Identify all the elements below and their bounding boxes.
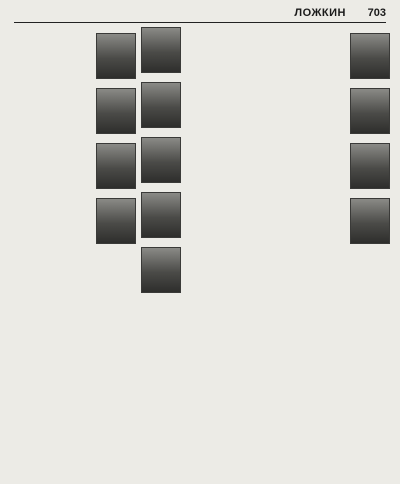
biography-entry — [141, 26, 263, 75]
portrait-photo — [141, 27, 181, 73]
biography-entry — [141, 246, 263, 295]
portrait-photo — [96, 33, 136, 79]
biography-entry — [14, 87, 136, 136]
biography-entry — [141, 81, 263, 130]
portrait-photo — [350, 143, 390, 189]
biography-entry — [268, 32, 390, 81]
text-column-3 — [268, 26, 390, 478]
portrait-photo — [141, 247, 181, 293]
portrait-photo — [96, 143, 136, 189]
biography-entry — [14, 32, 136, 81]
biography-entry — [14, 142, 136, 191]
portrait-photo — [96, 198, 136, 244]
page-number: 703 — [367, 7, 386, 19]
biography-entry — [14, 197, 136, 246]
portrait-photo — [96, 88, 136, 134]
biography-entry — [141, 136, 263, 185]
biography-entry — [268, 87, 390, 136]
text-column-2 — [141, 26, 263, 478]
portrait-photo — [141, 82, 181, 128]
portrait-photo — [141, 192, 181, 238]
biography-entry — [268, 142, 390, 191]
biography-entry — [141, 191, 263, 240]
page-header — [14, 6, 386, 23]
portrait-photo — [141, 137, 181, 183]
portrait-photo — [350, 33, 390, 79]
portrait-photo — [350, 198, 390, 244]
running-head: ЛОЖКИН — [294, 7, 346, 19]
biography-entry — [268, 197, 390, 246]
text-column-1 — [14, 26, 136, 478]
portrait-photo — [350, 88, 390, 134]
